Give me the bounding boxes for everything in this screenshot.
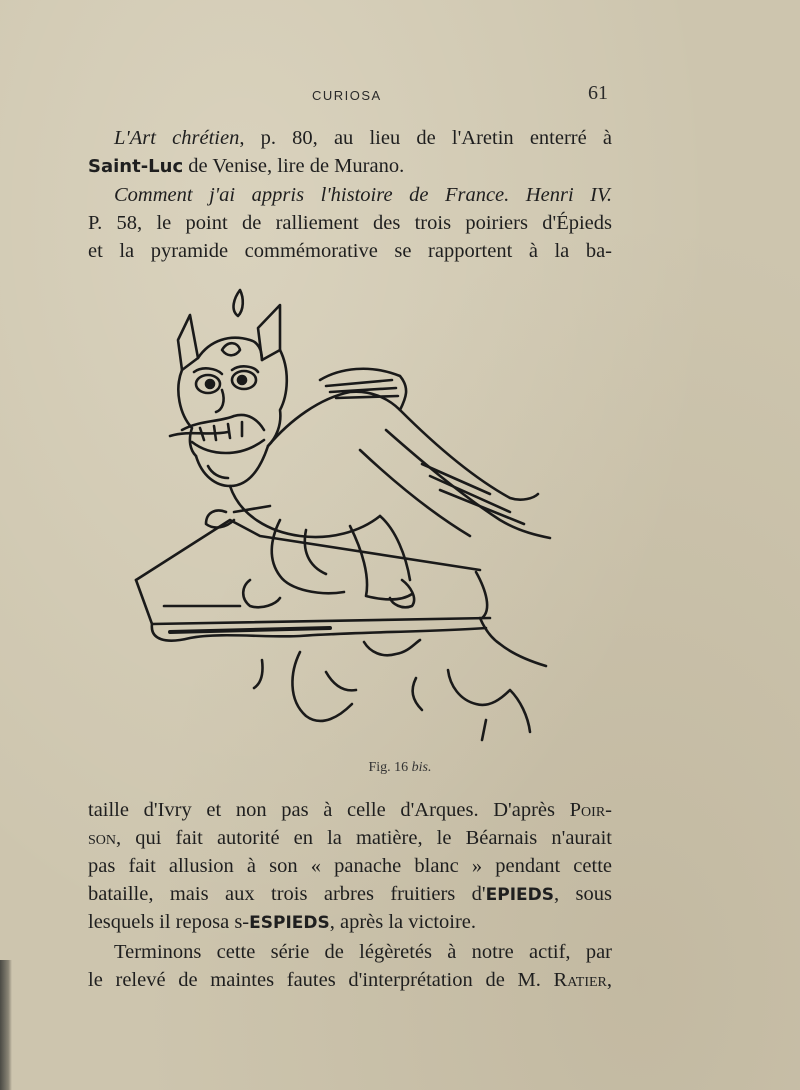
author-name: Poir- (569, 799, 612, 821)
bold-place-name: EPIEDS (485, 885, 554, 905)
work-title: Comment j'ai appris l'histoire de France. Henri IV. (114, 184, 612, 206)
text-line (88, 824, 612, 852)
text-line (88, 966, 612, 994)
text-line: Terminons cette série de légèretés à notre actif, par (114, 941, 612, 963)
text-span: , (606, 969, 612, 991)
bold-place-name: ESPIEDS (249, 913, 330, 933)
page-number: 61 (588, 82, 608, 104)
text-span: taille d'Ivry et non pas à celle d'Arques. D'après (88, 799, 570, 821)
text-span: , p. 80, au lieu de l'Aretin enterré à (239, 127, 612, 149)
text-line (114, 181, 612, 209)
text-line (114, 124, 612, 152)
running-title: CURIOSA (312, 88, 382, 103)
text-line: pas fait allusion à son « panache blanc » pendant cette (88, 855, 612, 877)
gargoyle-illustration (130, 280, 570, 750)
text-span: le relevé de maintes fautes d'interprétation de M. (88, 969, 554, 991)
text-line: P. 58, le point de ralliement des trois poiriers d'Épieds (88, 212, 612, 234)
text-span: lesquels il reposa s- (88, 911, 250, 933)
author-name: son (88, 827, 117, 849)
text-span: de Venise, lire de Murano. (183, 155, 405, 177)
caption-text: Fig. 16 (368, 760, 412, 775)
page-edge-shadow (0, 960, 12, 1090)
text-line (88, 152, 612, 181)
text-line: et la pyramide commémorative se rapportent à la ba- (88, 240, 612, 262)
bold-place-name: Saint-Luc (88, 156, 184, 177)
text-line (88, 880, 612, 909)
caption-italic: bis. (411, 760, 432, 775)
text-line (88, 796, 612, 824)
author-name: Ratier (553, 969, 607, 991)
work-title: L'Art chrétien (114, 127, 240, 149)
text-span: bataille, mais aux trois arbres fruitiers d' (88, 883, 486, 905)
text-span: , sous (554, 883, 612, 905)
text-span: , qui fait autorité en la matière, le Béarnais n'aurait (116, 827, 612, 849)
text-line (88, 908, 612, 937)
figure-caption (0, 760, 800, 776)
running-head (0, 82, 800, 110)
text-span: , après la victoire. (329, 911, 477, 933)
